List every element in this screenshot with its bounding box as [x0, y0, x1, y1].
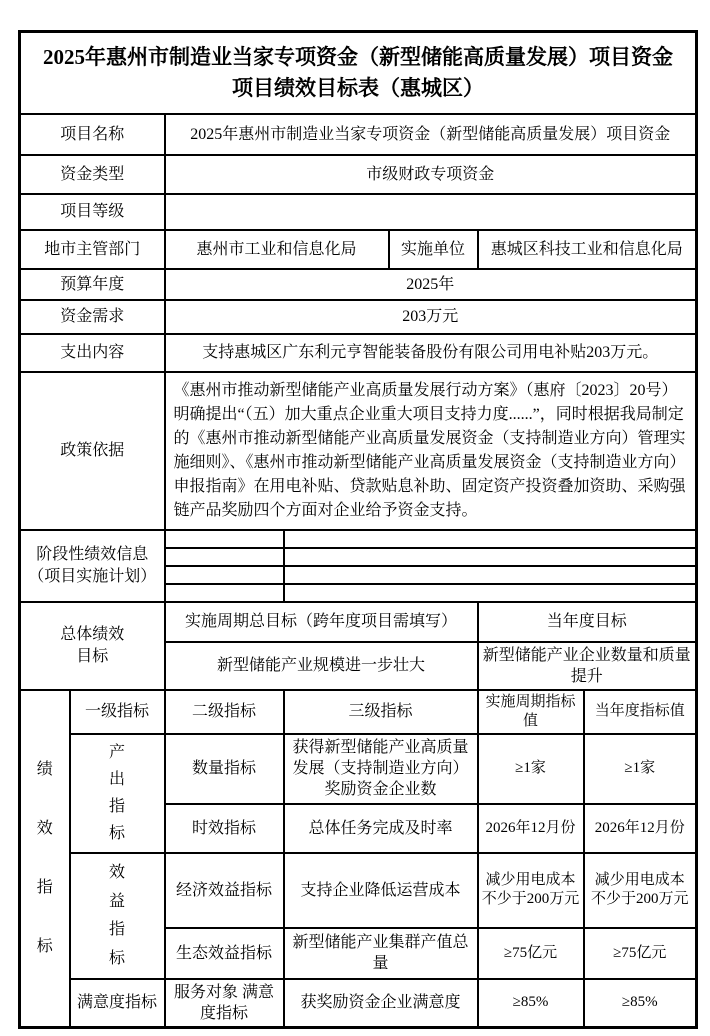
indicator-row-economic-l2: 经济效益指标	[165, 853, 284, 928]
budget-year-value: 2025年	[165, 269, 697, 300]
project-level-value	[165, 194, 697, 230]
dept-value: 惠州市工业和信息化局	[165, 230, 389, 269]
project-level-label: 项目等级	[20, 194, 165, 230]
period-goal-value: 新型储能产业规模进一步壮大	[165, 642, 478, 690]
policy-basis-label: 政策依据	[20, 372, 165, 530]
indicator-header-level3: 三级指标	[284, 690, 478, 734]
indicator-header-level1: 一级指标	[70, 690, 165, 734]
fund-demand-label: 资金需求	[20, 300, 165, 334]
stage-row-3-content	[284, 566, 697, 584]
performance-target-table	[18, 30, 698, 1029]
indicator-row-quantity-l2: 数量指标	[165, 734, 284, 804]
indicator-row-economic-l3: 支持企业降低运营成本	[284, 853, 478, 928]
fund-type-value: 市级财政专项资金	[165, 155, 697, 194]
indicator-row-timeliness-annual: 2026年12月份	[584, 804, 697, 853]
indicator-row-quantity-l3: 获得新型储能产业高质量发展（支持制造业方向）奖励资金企业数	[284, 734, 478, 804]
annual-goal-header: 当年度目标	[478, 602, 697, 642]
fund-type-label: 资金类型	[20, 155, 165, 194]
policy-basis-value: 《惠州市推动新型储能产业高质量发展行动方案》（惠府〔2023〕20号）明确提出“（五）加大重点企业重大项目支持力度......”，同时根据我局制定的《惠州市推动新型储能产业高质量发展资金（支持制造业方向）管理实施细则》、《惠州市推动新型储能产业高质量发展资金（支持制造业方向）申报指南》在用电补贴、贷款贴息补助、固定资产投资叠加资助、采购强链产品奖励四个方面对企业给予资金支持。	[165, 372, 697, 530]
indicator-header-level2: 二级指标	[165, 690, 284, 734]
indicator-group-satisfaction: 满意度指标	[70, 979, 165, 1028]
indicator-row-ecological-l2: 生态效益指标	[165, 928, 284, 979]
project-name-value: 2025年惠州市制造业当家专项资金（新型储能高质量发展）项目资金	[165, 114, 697, 155]
overall-target-label-line2: 目标	[76, 647, 109, 665]
indicator-group-benefit: 效 益 指 标	[70, 853, 165, 979]
stage-row-2-phase	[165, 548, 284, 566]
stage-row-1-content	[284, 530, 697, 548]
annual-goal-value: 新型储能产业企业数量和质量提升	[478, 642, 697, 690]
budget-year-label: 预算年度	[20, 269, 165, 300]
impl-unit-label: 实施单位	[389, 230, 478, 269]
indicator-row-economic-annual: 减少用电成本不少于200万元	[584, 853, 697, 928]
indicator-row-timeliness-l3: 总体任务完成及时率	[284, 804, 478, 853]
indicator-row-satisfaction-period: ≥85%	[478, 979, 584, 1028]
dept-label: 地市主管部门	[20, 230, 165, 269]
indicator-row-quantity-annual: ≥1家	[584, 734, 697, 804]
project-name-label: 项目名称	[20, 114, 165, 155]
overall-target-label-line1: 总体绩效	[60, 625, 125, 643]
stage-row-4-content	[284, 584, 697, 602]
indicator-row-ecological-annual: ≥75亿元	[584, 928, 697, 979]
indicator-header-annual-value: 当年度指标值	[584, 690, 697, 734]
stage-info-label-line2: （项目实施计划）	[28, 567, 157, 585]
stage-info-label	[20, 530, 165, 602]
stage-info-label-line1: 阶段性绩效信息	[36, 545, 149, 563]
indicator-row-ecological-period: ≥75亿元	[478, 928, 584, 979]
table-title-line1: 2025年惠州市制造业当家专项资金（新型储能高质量发展）项目资金	[43, 44, 674, 69]
indicator-group-output: 产 出 指 标	[70, 734, 165, 853]
indicator-row-timeliness-period: 2026年12月份	[478, 804, 584, 853]
indicator-row-satisfaction-annual: ≥85%	[584, 979, 697, 1028]
indicator-row-ecological-l3: 新型储能产业集群产值总量	[284, 928, 478, 979]
indicator-header-period-value: 实施周期指标值	[478, 690, 584, 734]
indicator-row-economic-period: 减少用电成本不少于200万元	[478, 853, 584, 928]
overall-target-label	[20, 602, 165, 690]
stage-row-4-phase	[165, 584, 284, 602]
expenditure-label: 支出内容	[20, 334, 165, 372]
impl-unit-value: 惠城区科技工业和信息化局	[478, 230, 697, 269]
stage-row-2-content	[284, 548, 697, 566]
indicator-row-satisfaction-l3: 获奖励资金企业满意度	[284, 979, 478, 1028]
fund-demand-value: 203万元	[165, 300, 697, 334]
stage-row-1-phase	[165, 530, 284, 548]
indicator-row-satisfaction-l2: 服务对象 满意度指标	[165, 979, 284, 1028]
indicator-row-quantity-period: ≥1家	[478, 734, 584, 804]
table-title-line2: 项目绩效目标表（惠城区）	[232, 75, 485, 100]
stage-row-3-phase	[165, 566, 284, 584]
expenditure-value: 支持惠城区广东利元亨智能装备股份有限公司用电补贴203万元。	[165, 334, 697, 372]
indicators-side-label: 绩 效 指 标	[20, 690, 70, 1028]
table-title	[20, 32, 697, 114]
period-goal-header: 实施周期总目标（跨年度项目需填写）	[165, 602, 478, 642]
indicator-row-timeliness-l2: 时效指标	[165, 804, 284, 853]
